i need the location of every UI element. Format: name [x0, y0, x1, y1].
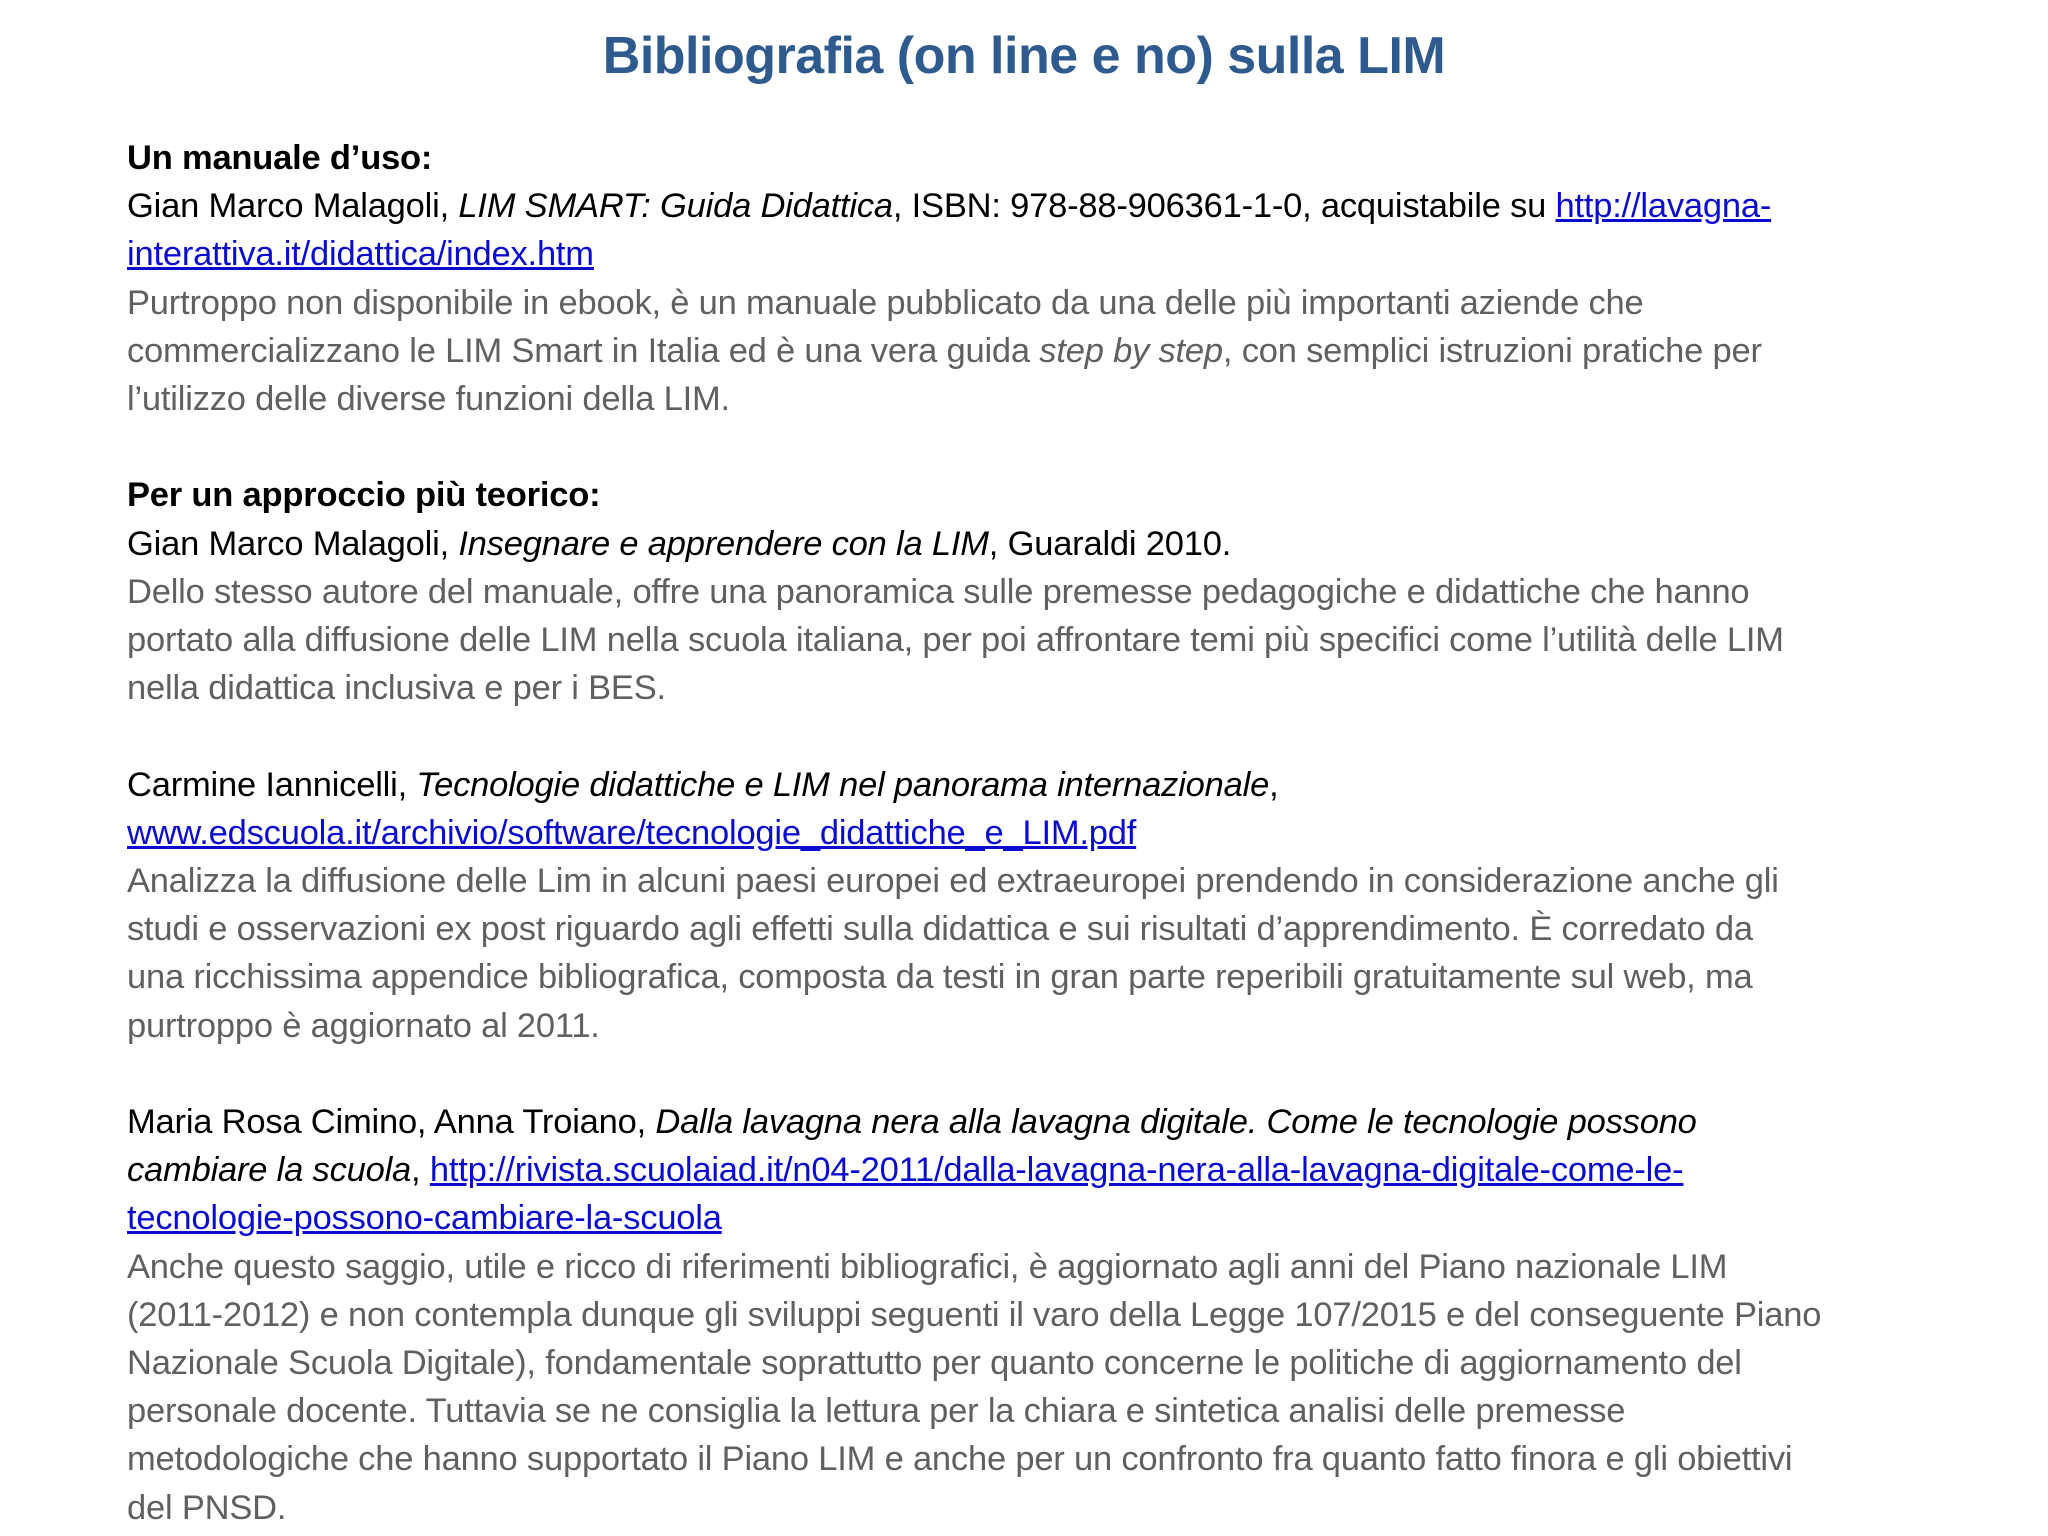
citation-cimino-troiano [127, 1098, 2007, 1146]
description-text: , con semplici istruzioni pratiche per [1222, 331, 1762, 370]
section-heading-manual: Un manuale d’uso: [127, 139, 433, 177]
citation-details: , [411, 1151, 430, 1190]
description-line: personale docente. Tuttavia se ne consiglia la lettura per la chiara e sintetica analisi delle premesse [127, 1392, 1626, 1431]
citation-details: , Guaraldi 2010. [988, 524, 1232, 563]
citation-work-title: Tecnologie didattiche e LIM nel panorama internazionale [416, 765, 1270, 804]
citation-author: Carmine Iannicelli, [127, 765, 417, 804]
description-line: portato alla diffusione delle LIM nella scuola italiana, per poi affrontare temi più specifici come l’utilità delle LIM [127, 621, 1784, 660]
spacer [127, 1050, 2007, 1098]
citation-cimino-troiano-cont [127, 1146, 2007, 1194]
link-scuolaiad-rivista[interactable]: http://rivista.scuolaiad.it/n04-2011/dalla-lavagna-nera-alla-lavagna-digitale-come-le- [429, 1151, 1684, 1190]
description-line: una ricchissima appendice bibliografica, composta da testi in gran parte reperibili gratuitamente sul web, ma [127, 958, 1753, 997]
citation-malagoli-manual [127, 182, 2007, 230]
citation-details: , ISBN: 978-88-906361-1-0, acquistabile su [892, 187, 1556, 226]
citation-author: Gian Marco Malagoli, [127, 187, 459, 226]
citation-malagoli-book [127, 520, 2007, 568]
citation-link-continuation [127, 230, 2007, 278]
description-line [127, 327, 2007, 375]
citation-author: Maria Rosa Cimino, Anna Troiano, [127, 1103, 656, 1142]
link-edscuola-pdf[interactable]: www.edscuola.it/archivio/software/tecnologie_didattiche_e_LIM.pdf [127, 813, 1137, 852]
link-scuolaiad-rivista-cont[interactable]: tecnologie-possono-cambiare-la-scuola [127, 1199, 722, 1238]
citation-details: , [1269, 765, 1279, 804]
citation-work-title-cont: cambiare la scuola [127, 1151, 412, 1190]
description-text: commercializzano le LIM Smart in Italia ed è una vera guida [127, 331, 1040, 370]
link-lavagna-interattiva-cont[interactable]: interattiva.it/didattica/index.htm [127, 235, 594, 274]
citation-link-continuation [127, 1194, 2007, 1242]
description-line: purtroppo è aggiornato al 2011. [127, 1006, 600, 1045]
description-line: l’utilizzo delle diverse funzioni della LIM. [127, 380, 730, 419]
citation-work-title: LIM SMART: Guida Didattica [458, 187, 893, 226]
citation-author: Gian Marco Malagoli, [127, 524, 459, 563]
description-line: Dello stesso autore del manuale, offre una panoramica sulle premesse pedagogiche e didattiche che hanno [127, 572, 1750, 611]
description-line: (2011-2012) e non contempla dunque gli sviluppi seguenti il varo della Legge 107/2015 e del conseguente Piano [127, 1295, 1822, 1334]
description-line: Analizza la diffusione delle Lim in alcuni paesi europei ed extraeuropei prendendo in considerazione anche gli [127, 862, 1779, 901]
description-line: Purtroppo non disponibile in ebook, è un manuale pubblicato da una delle più importanti aziende che [127, 283, 1644, 322]
description-line: metodologiche che hanno supportato il Piano LIM e anche per un confronto fra quanto fatto finora e gli obiettivi [127, 1440, 1793, 1479]
description-line: Anche questo saggio, utile e ricco di riferimenti bibliografici, è aggiornato agli anni del Piano nazionale LIM [127, 1247, 1728, 1286]
description-line: studi e osservazioni ex post riguardo agli effetti sulla didattica e sui risultati d’apprendimento. È corredato da [127, 910, 1753, 949]
citation-iannicelli [127, 761, 2007, 809]
section-heading-theory: Per un approccio più teorico: [127, 476, 601, 515]
description-line: Nazionale Scuola Digitale), fondamentale soprattutto per quanto concerne le politiche di aggiornamento del [127, 1344, 1742, 1383]
description-emphasis: step by step [1039, 331, 1223, 370]
citation-link-line [127, 809, 2007, 857]
bibliography-content [127, 134, 2007, 1532]
citation-work-title: Dalla lavagna nera alla lavagna digitale. Come le tecnologie possono [655, 1103, 1697, 1142]
citation-work-title: Insegnare e apprendere con la LIM [458, 524, 989, 563]
description-line: nella didattica inclusiva e per i BES. [127, 669, 666, 708]
link-lavagna-interattiva[interactable]: http://lavagna- [1555, 187, 1772, 226]
spacer [127, 423, 2007, 471]
spacer [127, 712, 2007, 760]
description-line: del PNSD. [127, 1488, 287, 1527]
page-title: Bibliografia (on line e no) sulla LIM [602, 27, 1446, 85]
